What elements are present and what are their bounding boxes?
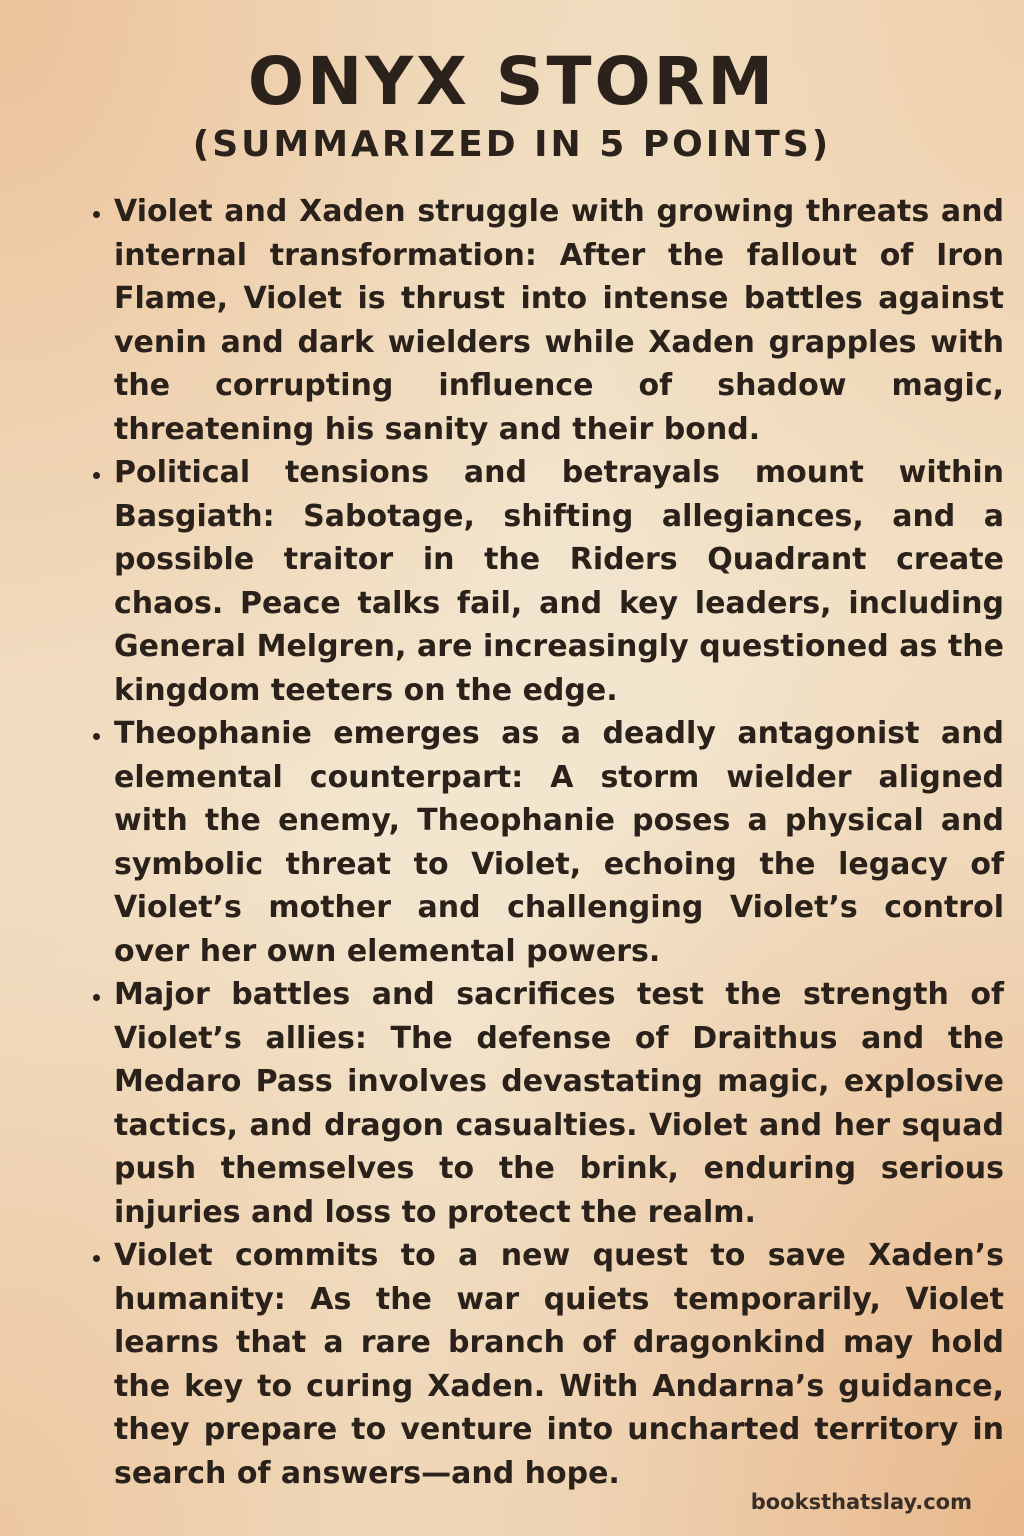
- summary-point-2: • Political tensions and betrayals mount within Basgiath: Sabotage, shifting allegiances, and a possible traitor in the Riders Quadrant create chaos. Peace talks fail, and key leaders, including General Melgren, are increasingly questioned as the kingdom teeters on the edge.: [114, 451, 1004, 712]
- summary-point-4: • Major battles and sacrifices test the strength of Violet’s allies: The defense of Draithus and the Medaro Pass involves devastating magic, explosive tactics, and dragon casualties. Violet and her squad push themselves to the brink, enduring serious injuries and loss to protect the realm.: [114, 973, 1004, 1234]
- summary-point-1: • Violet and Xaden struggle with growing threats and internal transformation: After the fallout of Iron Flame, Violet is thrust into intense battles against venin and dark wielders while Xaden grapples with the corrupting influence of shadow magic, threatening his sanity and their bond.: [114, 190, 1004, 451]
- summary-point-5: • Violet commits to a new quest to save Xaden’s humanity: As the war quiets temporarily, Violet learns that a rare branch of dragonkind may hold the key to curing Xaden. With Andarna’s guidance, they prepare to venture into uncharted territory in search of answers—and hope.: [114, 1234, 1004, 1495]
- summary-points-list: [84, 190, 1004, 1495]
- page-subtitle: (SUMMARIZED IN 5 POINTS): [192, 124, 832, 165]
- summary-point-3: • Theophanie emerges as a deadly antagonist and elemental counterpart: A storm wielder aligned with the enemy, Theophanie poses a physical and symbolic threat to Violet, echoing the legacy of Violet’s mother and challenging Violet’s control over her own elemental powers.: [114, 712, 1004, 973]
- page-title: ONYX STORM: [247, 43, 777, 120]
- site-watermark: booksthatslay.com: [750, 1490, 972, 1514]
